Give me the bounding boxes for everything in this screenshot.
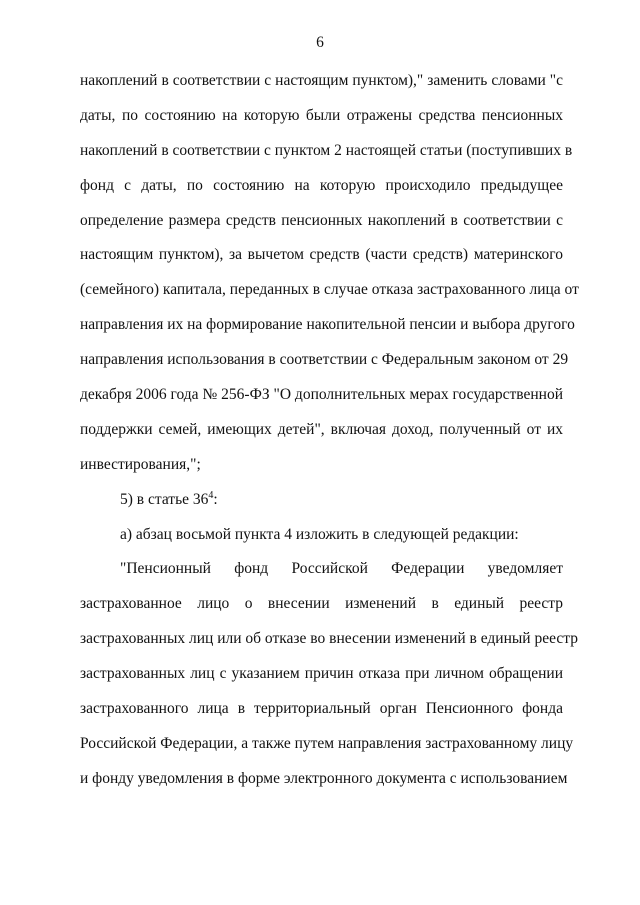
text-line: декабря 2006 года № 256-ФЗ "О дополнительных мерах государственной: [80, 386, 563, 404]
quote-line: "Пенсионный фонд Российской Федерации уведомляет: [120, 560, 563, 578]
text-line: определение размера средств пенсионных накоплений в соответствии с: [80, 211, 563, 229]
text-line: накоплений в соответствии с настоящим пунктом)," заменить словами "с: [80, 72, 563, 89]
text-line: поддержки семей, имеющих детей", включая доход, полученный от их: [80, 420, 563, 438]
text-line: фонд с даты, по состоянию на которую происходило предыдущее: [80, 176, 563, 194]
item-5-colon: :: [213, 490, 218, 508]
text-line: настоящим пунктом), за вычетом средств (части средств) материнского: [80, 246, 563, 264]
item-5-superscript: 4: [208, 489, 214, 501]
item-5-text: 5) в статье 36: [120, 490, 209, 508]
quote-line: и фонду уведомления в форме электронного документа с использованием: [80, 769, 568, 787]
body-text: [80, 64, 579, 797]
quote-line: застрахованных лиц или об отказе во внесении изменений в единый реестр: [80, 630, 578, 648]
page-number: 6: [316, 34, 324, 51]
quote-line: Российской Федерации, а также путем направления застрахованному лицу: [80, 734, 574, 752]
item-a-heading: а) абзац восьмой пункта 4 изложить в следующей редакции:: [120, 525, 519, 543]
text-line: (семейного) капитала, переданных в случае отказа застрахованного лица от: [80, 281, 579, 299]
quote-line: застрахованных лиц с указанием причин отказа при личном обращении: [80, 665, 563, 683]
text-line: направления использования в соответствии с Федеральным законом от 29: [80, 351, 569, 369]
text-line: инвестирования,";: [80, 455, 201, 473]
quote-line: застрахованного лица в территориальный орган Пенсионного фонда: [80, 700, 563, 718]
item-5-heading: [80, 483, 563, 518]
quote-line: застрахованное лицо о внесении изменений в единый реестр: [80, 595, 563, 613]
text-line: направления их на формирование накопительной пенсии и выбора другого: [80, 316, 575, 334]
text-line: даты, по состоянию на которую были отражены средства пенсионных: [80, 106, 563, 124]
text-line: накоплений в соответствии с пунктом 2 настоящей статьи (поступивших в: [80, 141, 573, 159]
